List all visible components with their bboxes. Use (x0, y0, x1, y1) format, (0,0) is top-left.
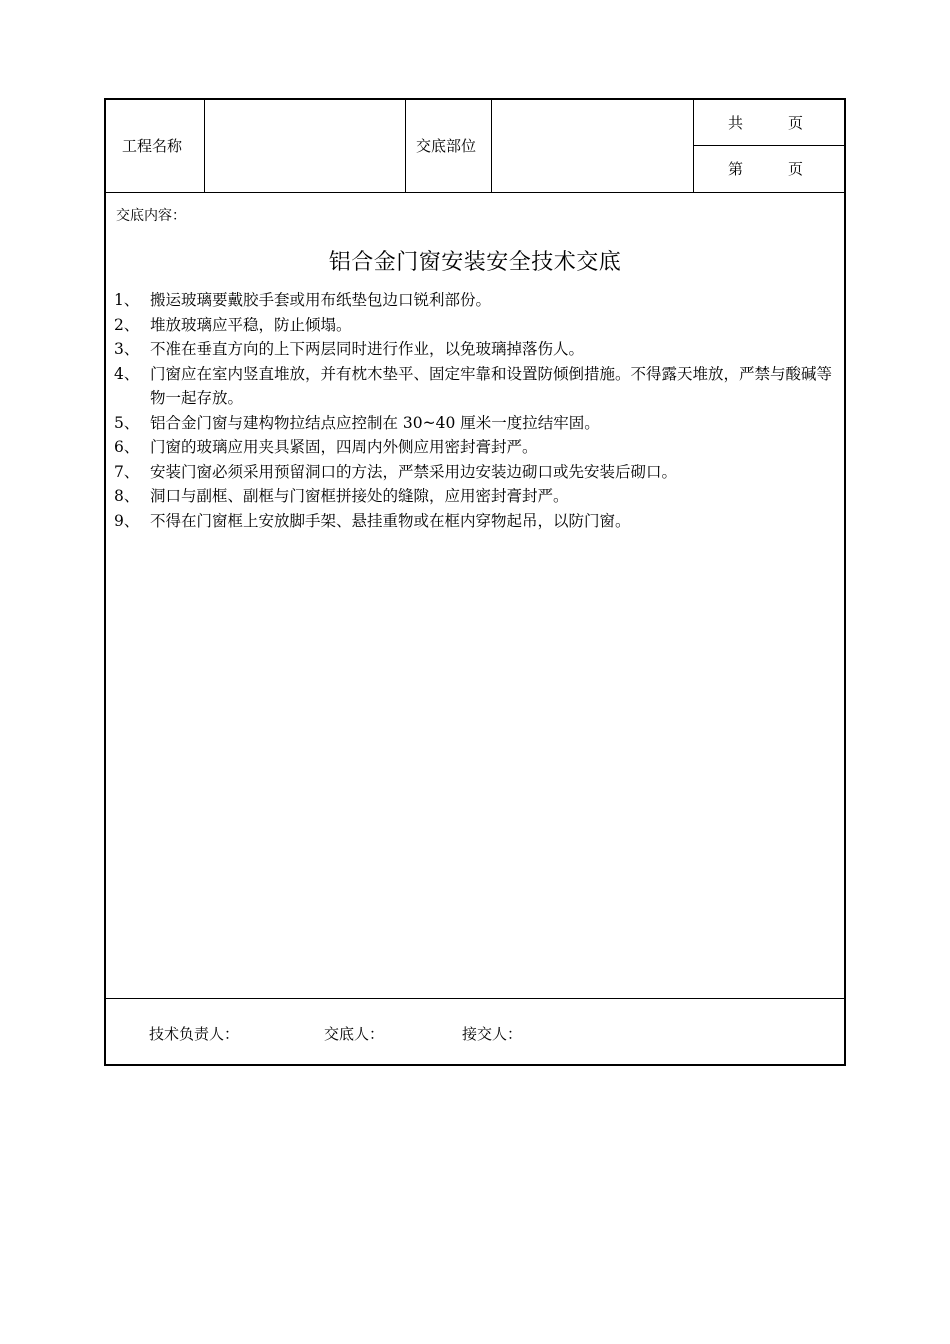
item-number: 2、 (114, 315, 140, 334)
list-item (114, 337, 840, 362)
item-number: 8、 (114, 487, 140, 505)
list-item (114, 460, 840, 485)
list-item (114, 288, 840, 313)
item-text: 铝合金门窗与建构物拉结点应控制在 30~40 厘米一度拉结牢固。 (150, 413, 600, 432)
project-name-label: 工程名称 (122, 137, 183, 155)
item-text: 门窗应在室内竖直堆放，并有枕木垫平、固定牢靠和设置防倾倒措施。不得露天堆放，严禁与酸碱等物一起存放。 (150, 364, 833, 407)
item-number: 4、 (114, 364, 140, 383)
page-cell-divider (693, 145, 844, 146)
header-divider-3 (491, 100, 492, 192)
location-label: 交底部位 (416, 137, 477, 155)
item-number: 3、 (114, 340, 140, 358)
tech-lead-signature-label: 技术负责人： (149, 1025, 240, 1043)
item-number: 1、 (114, 291, 140, 309)
discloser-signature-label: 交底人： (324, 1025, 385, 1043)
item-text: 搬运玻璃要戴胶手套或用布纸垫包边口锐利部份。 (150, 291, 492, 309)
item-number: 9、 (114, 511, 140, 530)
page-number-label: 第 页 (728, 160, 804, 178)
list-item (114, 509, 840, 534)
item-text: 不得在门窗框上安放脚手架、悬挂重物或在框内穿物起吊，以防门窗。 (150, 511, 631, 530)
item-text: 不准在垂直方向的上下两层同时进行作业，以免玻璃掉落伤人。 (150, 340, 585, 358)
item-text: 堆放玻璃应平稳，防止倾塌。 (150, 315, 352, 334)
header-divider-4 (693, 100, 694, 192)
item-text: 门窗的玻璃应用夹具紧固，四周内外侧应用密封膏封严。 (150, 438, 538, 456)
list-item (114, 484, 840, 509)
disclosure-form (104, 98, 846, 1066)
header-divider-1 (204, 100, 205, 192)
document-title: 铝合金门窗安装安全技术交底 (328, 250, 622, 275)
list-item (114, 435, 840, 460)
content-label: 交底内容： (116, 208, 186, 224)
item-text: 洞口与副框、副框与门窗框拼接处的缝隙，应用密封膏封严。 (150, 487, 569, 505)
item-text: 安装门窗必须采用预留洞口的方法，严禁采用边安装边砌口或先安装后砌口。 (150, 462, 678, 481)
total-pages-label: 共 页 (728, 114, 804, 132)
header-divider-2 (405, 100, 406, 192)
header-bottom-border (106, 192, 844, 193)
footer-top-border (106, 998, 844, 999)
list-item (114, 362, 840, 411)
list-item (114, 411, 840, 436)
disclosure-items (114, 288, 840, 533)
item-number: 7、 (114, 462, 140, 481)
list-item (114, 313, 840, 338)
item-number: 5、 (114, 413, 140, 432)
item-number: 6、 (114, 438, 140, 456)
receiver-signature-label: 接交人： (462, 1025, 523, 1043)
